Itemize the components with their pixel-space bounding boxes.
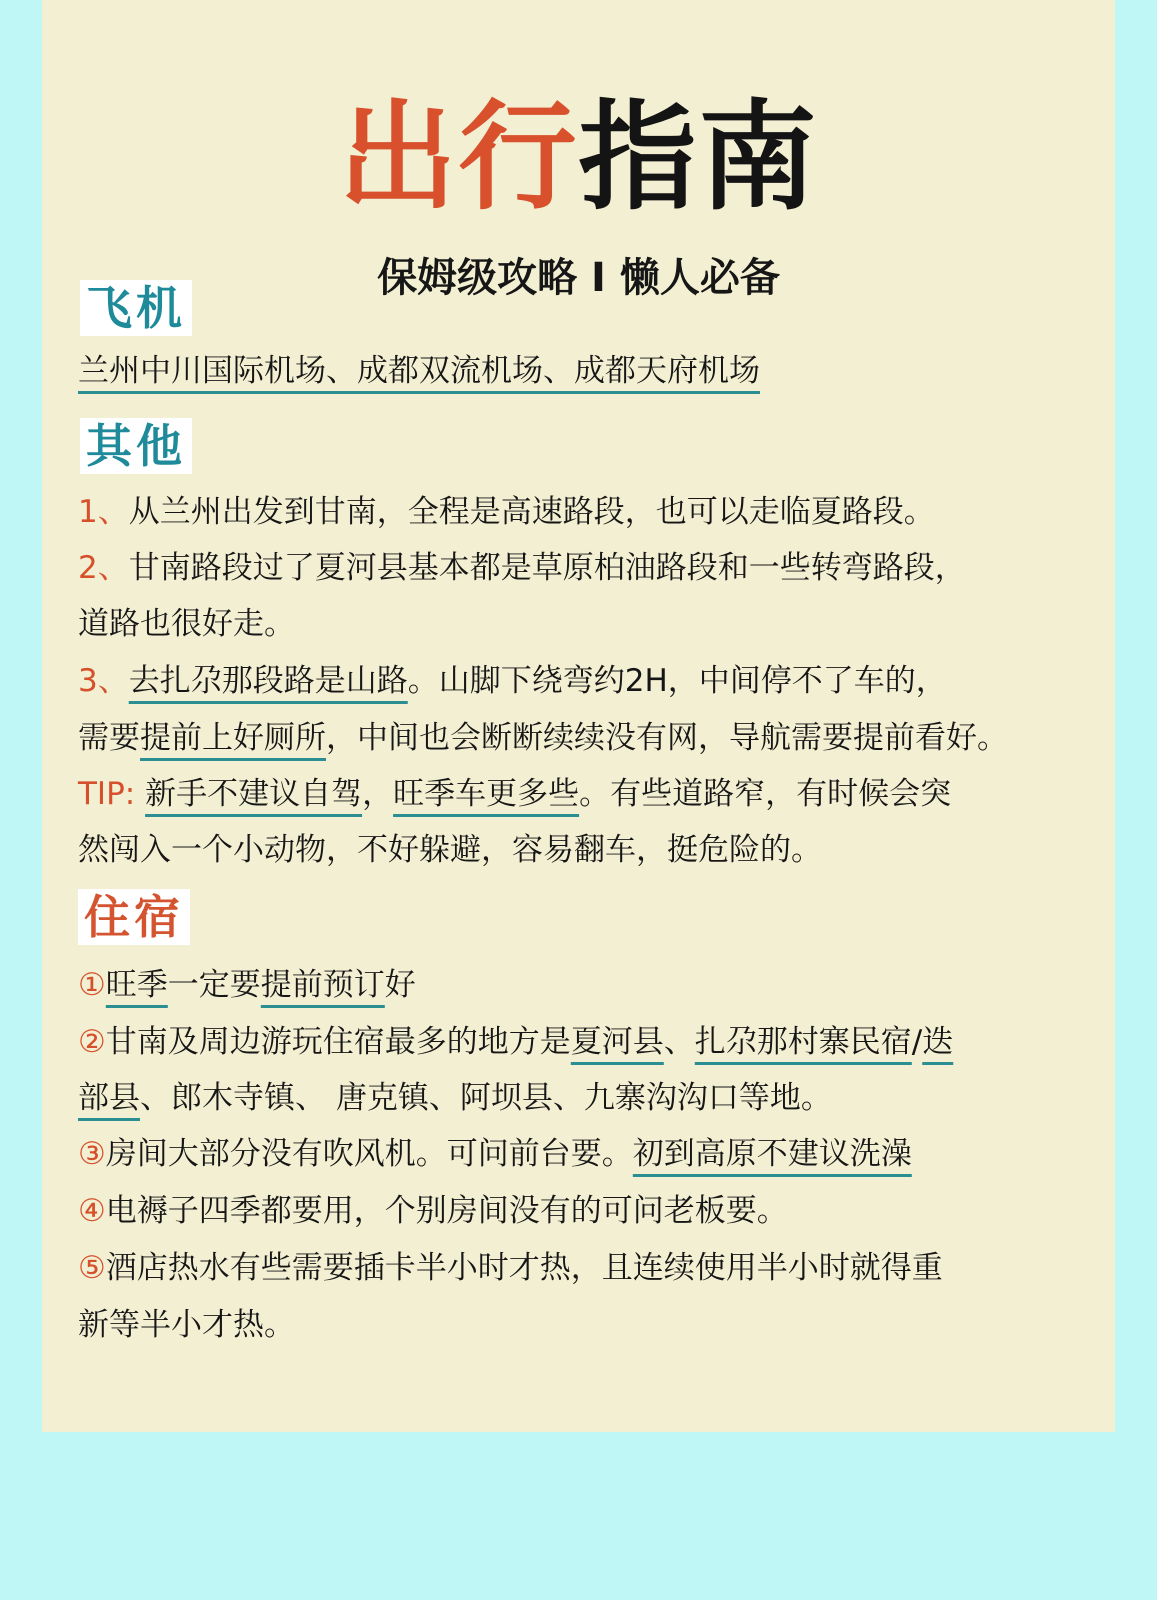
highlight-text: 提前上好厕所 [140,720,326,756]
highlight-text: 旺季车更多些 [393,776,580,812]
item-text: 电褥子四季都要用，个别房间没有的可问老板要。 [105,1193,788,1229]
item-number: ⑤ [78,1250,106,1286]
section-heading-plane: 飞机 [80,280,192,336]
page-title [42,88,1115,226]
item-number: ① [78,967,106,1003]
tip-line-1 [78,772,951,816]
highlight-text: 迭 [922,1024,954,1060]
item-text: 、 [663,1024,695,1060]
item-number: ② [78,1024,106,1060]
item-number: 1、 [78,494,129,530]
airport-list [78,349,760,393]
other-item-2-line-1 [78,546,966,590]
item-text: 。山脚下绕弯约2H，中间停不了车的， [407,663,947,699]
item-text: 。有些道路窄，有时候会突 [579,776,952,812]
lodging-item-2-line-1 [78,1020,953,1064]
tip-line-2: 然闯入一个小动物，不好躲避，容易翻车，挺危险的。 [78,832,822,868]
highlight-text: 新手不建议自驾 [145,776,363,812]
tip-label: TIP: [78,776,146,812]
item-text: ， [362,776,394,812]
item-text: / [911,1024,923,1060]
other-item-1 [78,490,935,534]
item-text: 从兰州出发到甘南，全程是高速路段，也可以走临夏路段。 [128,494,935,530]
highlight-text: 去扎尕那段路是山路 [128,663,408,699]
item-text: 需要 [78,720,140,756]
lodging-item-2-line-2 [78,1076,832,1120]
item-text: 酒店热水有些需要插卡半小时才热，且连续使用半小时就得重 [105,1250,943,1286]
guide-card [42,0,1115,1432]
lodging-item-5-line-2: 新等半小才热。 [78,1307,295,1343]
lodging-item-3 [78,1132,912,1176]
highlight-text: 提前预订 [260,967,385,1003]
item-text: ，中间也会断断续续没有网，导航需要提前看好。 [326,720,1008,756]
title-part-red: 出行 [338,88,579,226]
other-item-2-line-2: 道路也很好走。 [78,606,295,642]
highlight-text: 扎尕那村寨民宿 [694,1024,912,1060]
title-part-black: 指南 [578,88,819,226]
lodging-item-1 [78,963,416,1007]
item-text: 甘南及周边游玩住宿最多的地方是 [105,1024,571,1060]
item-number: ③ [78,1136,106,1172]
lodging-item-4 [78,1189,788,1233]
item-text: 一定要 [167,967,261,1003]
item-text: 甘南路段过了夏河县基本都是草原柏油路段和一些转弯路段， [128,550,966,586]
item-text: 房间大部分没有吹风机。可问前台要。 [105,1136,633,1172]
highlight-text: 初到高原不建议洗澡 [632,1136,912,1172]
other-item-3-line-1 [78,659,947,703]
other-item-3-line-2 [78,716,1008,760]
item-number: ④ [78,1193,106,1229]
highlight-text: 部县 [78,1080,140,1116]
page-subtitle: 保姆级攻略 I 懒人必备 [377,255,780,301]
section-heading-other: 其他 [80,418,192,474]
highlight-text: 夏河县 [570,1024,664,1060]
section-heading-lodging: 住宿 [78,889,190,945]
item-text: 好 [384,967,416,1003]
item-number: 3、 [78,663,129,699]
item-text: 、郎木寺镇、 唐克镇、阿坝县、九寨沟沟口等地。 [140,1080,832,1116]
item-number: 2、 [78,550,129,586]
highlight-text: 旺季 [105,967,168,1003]
lodging-item-5-line-1 [78,1246,943,1290]
airport-list-text: 兰州中川国际机场、成都双流机场、成都天府机场 [78,353,760,389]
